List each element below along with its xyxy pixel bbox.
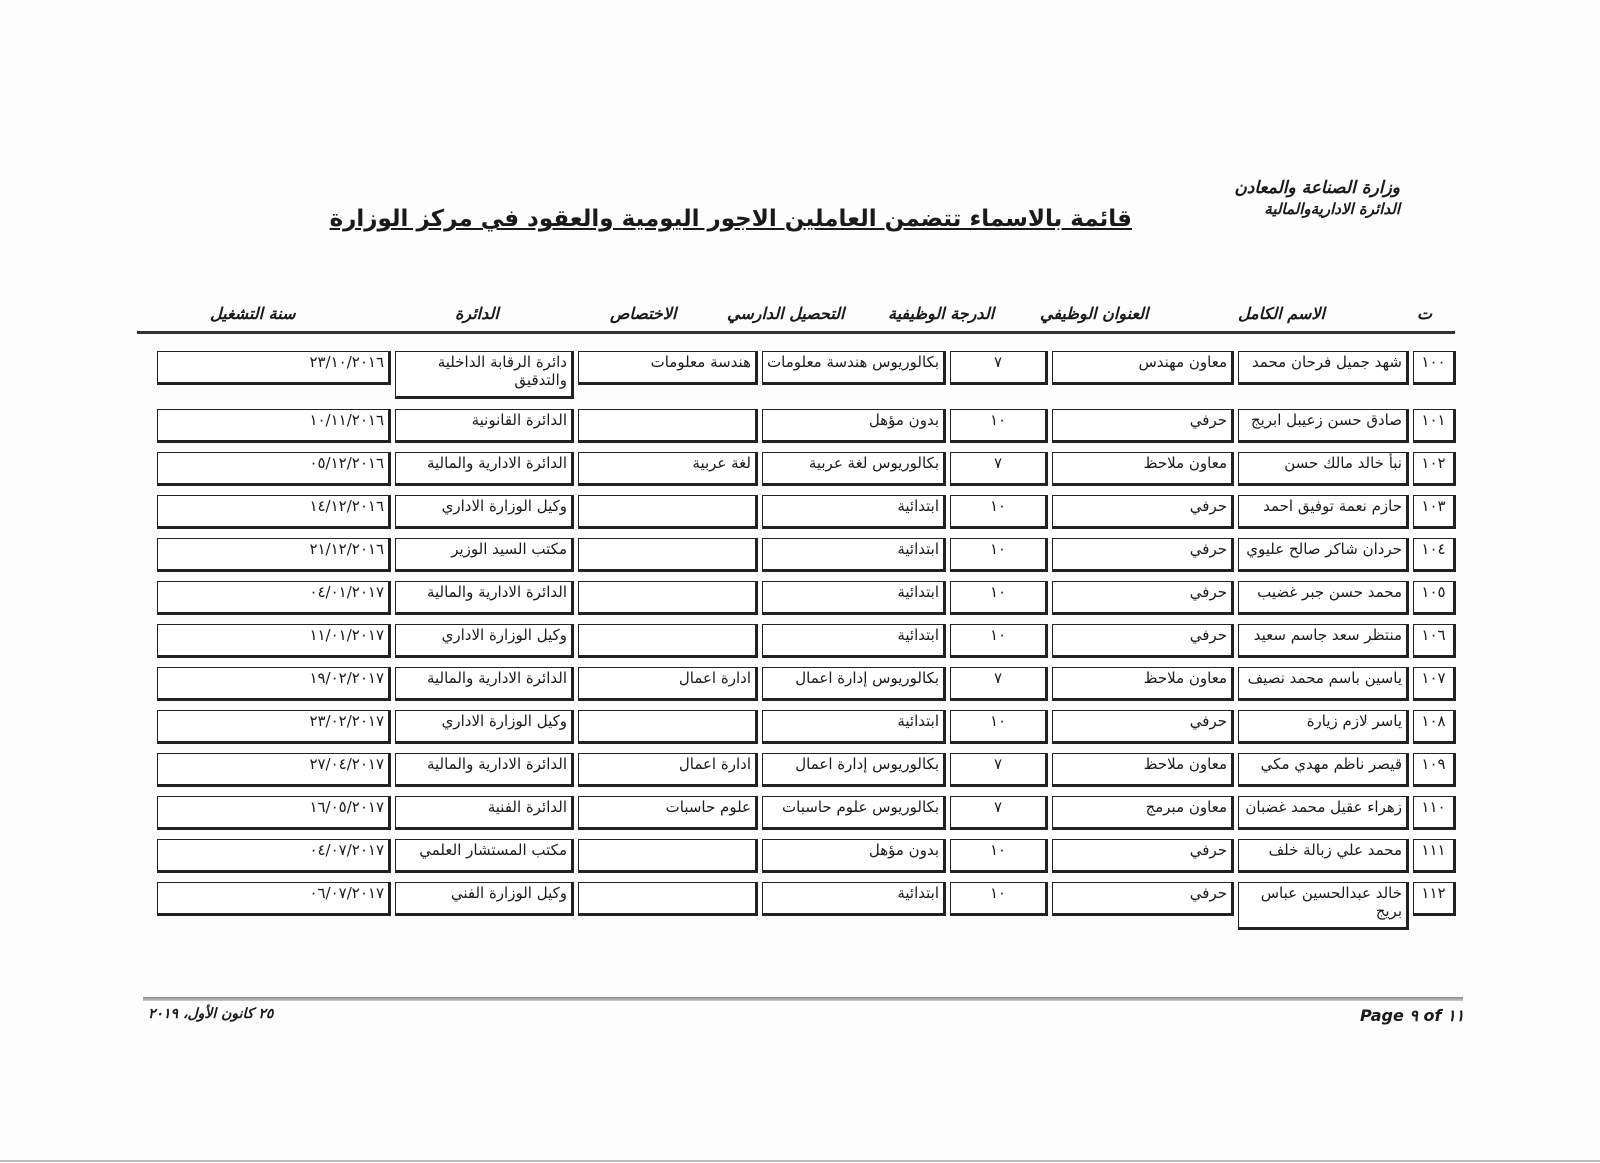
cell-education: بدون مؤهل	[762, 409, 946, 443]
cell-department: وكيل الوزارة الاداري	[395, 624, 574, 658]
cell-specialty	[578, 538, 758, 572]
cell-specialty: ادارة اعمال	[578, 753, 758, 787]
cell-specialty	[578, 581, 758, 615]
cell-education: ابتدائية	[762, 882, 946, 916]
cell-start-year: ٢٣/١٠/٢٠١٦	[157, 351, 391, 385]
cell-department: الدائرة القانونية	[395, 409, 574, 443]
cell-name: زهراء عقيل محمد غضبان	[1238, 796, 1409, 830]
cell-num: ١٠١	[1413, 409, 1456, 443]
cell-grade: ٧	[950, 452, 1048, 486]
cell-num: ١١٠	[1413, 796, 1456, 830]
cell-department: وكيل الوزارة الاداري	[395, 710, 574, 744]
cell-education: ابتدائية	[762, 538, 946, 572]
cell-name: خالد عبدالحسين عباس بريج	[1238, 882, 1409, 930]
cell-start-year: ٢١/١٢/٢٠١٦	[157, 538, 391, 572]
cell-education: بكالوريوس إدارة اعمال	[762, 753, 946, 787]
cell-name: محمد حسن جبر غضيب	[1238, 581, 1409, 615]
cell-num: ١٠٣	[1413, 495, 1456, 529]
cell-start-year: ٢٣/٠٢/٢٠١٧	[157, 710, 391, 744]
column-header-num: ت	[1417, 304, 1433, 323]
cell-education: بكالوريوس هندسة معلومات	[762, 351, 946, 385]
cell-department: مكتب المستشار العلمي	[395, 839, 574, 873]
cell-grade: ١٠	[950, 624, 1048, 658]
cell-num: ١٠٢	[1413, 452, 1456, 486]
cell-grade: ٧	[950, 667, 1048, 701]
cell-department: الدائرة الادارية والمالية	[395, 753, 574, 787]
cell-name: حردان شاكر صالح عليوي	[1238, 538, 1409, 572]
cell-specialty	[578, 882, 758, 916]
cell-job-title: حرفي	[1052, 409, 1234, 443]
cell-name: شهد جميل فرحان محمد	[1238, 351, 1409, 385]
cell-grade: ٧	[950, 351, 1048, 385]
cell-name: حازم نعمة توفيق احمد	[1238, 495, 1409, 529]
cell-start-year: ١٤/١٢/٢٠١٦	[157, 495, 391, 529]
cell-job-title: معاون ملاحظ	[1052, 667, 1234, 701]
cell-job-title: معاون مهندس	[1052, 351, 1234, 385]
column-header-education: التحصيل الدارسي	[727, 304, 845, 323]
cell-specialty: هندسة معلومات	[578, 351, 758, 385]
cell-job-title: معاون ملاحظ	[1052, 753, 1234, 787]
cell-grade: ١٠	[950, 839, 1048, 873]
column-header-job-title: العنوان الوظيفي	[1040, 304, 1149, 323]
cell-education: ابتدائية	[762, 581, 946, 615]
cell-job-title: معاون مبرمج	[1052, 796, 1234, 830]
column-header-name: الاسم الكامل	[1238, 304, 1325, 323]
footer-date: ٢٥ كانون الأول، ٢٠١٩	[148, 1006, 274, 1022]
cell-education: ابتدائية	[762, 495, 946, 529]
cell-specialty: لغة عربية	[578, 452, 758, 486]
cell-department: الدائرة الادارية والمالية	[395, 452, 574, 486]
column-header-grade: الدرجة الوظيفية	[888, 304, 995, 323]
cell-specialty	[578, 409, 758, 443]
department-name: الدائرة الاداريةوالمالية	[1264, 200, 1400, 218]
cell-department: مكتب السيد الوزير	[395, 538, 574, 572]
cell-department: دائرة الرقابة الداخلية والتدقيق	[395, 351, 574, 399]
column-header-start-year: سنة التشغيل	[210, 304, 296, 323]
cell-start-year: ٠٦/٠٧/٢٠١٧	[157, 882, 391, 916]
cell-job-title: حرفي	[1052, 495, 1234, 529]
column-header-specialty: الاختصاص	[610, 304, 677, 323]
cell-job-title: معاون ملاحظ	[1052, 452, 1234, 486]
cell-start-year: ٠٤/٠٧/٢٠١٧	[157, 839, 391, 873]
ministry-name: وزارة الصناعة والمعادن	[1234, 178, 1400, 198]
cell-job-title: حرفي	[1052, 839, 1234, 873]
cell-education: بكالوريوس علوم حاسبات	[762, 796, 946, 830]
cell-specialty	[578, 495, 758, 529]
cell-department: الدائرة الفنية	[395, 796, 574, 830]
cell-start-year: ٠٥/١٢/٢٠١٦	[157, 452, 391, 486]
cell-start-year: ١١/٠١/٢٠١٧	[157, 624, 391, 658]
cell-education: بكالوريوس إدارة اعمال	[762, 667, 946, 701]
cell-start-year: ١٦/٠٥/٢٠١٧	[157, 796, 391, 830]
cell-num: ١٠٧	[1413, 667, 1456, 701]
cell-department: الدائرة الادارية والمالية	[395, 581, 574, 615]
organization-header	[1234, 178, 1400, 218]
cell-name: قيصر ناظم مهدي مكي	[1238, 753, 1409, 787]
cell-specialty	[578, 839, 758, 873]
cell-specialty: ادارة اعمال	[578, 667, 758, 701]
header-rule	[137, 331, 1455, 334]
cell-job-title: حرفي	[1052, 538, 1234, 572]
cell-num: ١٠٤	[1413, 538, 1456, 572]
scan-edge	[0, 1160, 1600, 1162]
cell-department: الدائرة الادارية والمالية	[395, 667, 574, 701]
column-header-department: الدائرة	[455, 304, 499, 323]
cell-specialty	[578, 624, 758, 658]
cell-department: وكيل الوزارة الفني	[395, 882, 574, 916]
cell-start-year: ١٠/١١/٢٠١٦	[157, 409, 391, 443]
cell-name: ياسين باسم محمد نصيف	[1238, 667, 1409, 701]
cell-start-year: ٠٤/٠١/٢٠١٧	[157, 581, 391, 615]
cell-grade: ١٠	[950, 495, 1048, 529]
cell-grade: ١٠	[950, 710, 1048, 744]
cell-grade: ٧	[950, 796, 1048, 830]
cell-department: وكيل الوزارة الاداري	[395, 495, 574, 529]
cell-grade: ١٠	[950, 409, 1048, 443]
cell-name: منتظر سعد جاسم سعيد	[1238, 624, 1409, 658]
cell-name: ياسر لازم زيارة	[1238, 710, 1409, 744]
cell-start-year: ١٩/٠٢/٢٠١٧	[157, 667, 391, 701]
cell-education: بدون مؤهل	[762, 839, 946, 873]
cell-education: بكالوريوس لغة عربية	[762, 452, 946, 486]
cell-num: ١٠٦	[1413, 624, 1456, 658]
cell-grade: ٧	[950, 753, 1048, 787]
cell-num: ١٠٠	[1413, 351, 1456, 385]
cell-name: محمد علي زبالة خلف	[1238, 839, 1409, 873]
cell-grade: ١٠	[950, 882, 1048, 916]
cell-job-title: حرفي	[1052, 710, 1234, 744]
cell-education: ابتدائية	[762, 710, 946, 744]
cell-education: ابتدائية	[762, 624, 946, 658]
cell-specialty	[578, 710, 758, 744]
cell-job-title: حرفي	[1052, 624, 1234, 658]
cell-grade: ١٠	[950, 538, 1048, 572]
cell-name: نبأ خالد مالك حسن	[1238, 452, 1409, 486]
cell-num: ١٠٩	[1413, 753, 1456, 787]
page-number: Page ٩ of ١١	[1360, 1006, 1465, 1025]
cell-num: ١١٢	[1413, 882, 1456, 916]
cell-num: ١١١	[1413, 839, 1456, 873]
cell-specialty: علوم حاسبات	[578, 796, 758, 830]
cell-job-title: حرفي	[1052, 882, 1234, 916]
cell-job-title: حرفي	[1052, 581, 1234, 615]
cell-start-year: ٢٧/٠٤/٢٠١٧	[157, 753, 391, 787]
cell-num: ١٠٥	[1413, 581, 1456, 615]
document-title: قائمة بالاسماء تتضمن العاملين الاجور اليومية والعقود في مركز الوزارة	[329, 206, 1132, 232]
cell-name: صادق حسن زعيبل ابريج	[1238, 409, 1409, 443]
cell-num: ١٠٨	[1413, 710, 1456, 744]
cell-grade: ١٠	[950, 581, 1048, 615]
footer-rule	[143, 997, 1463, 1001]
